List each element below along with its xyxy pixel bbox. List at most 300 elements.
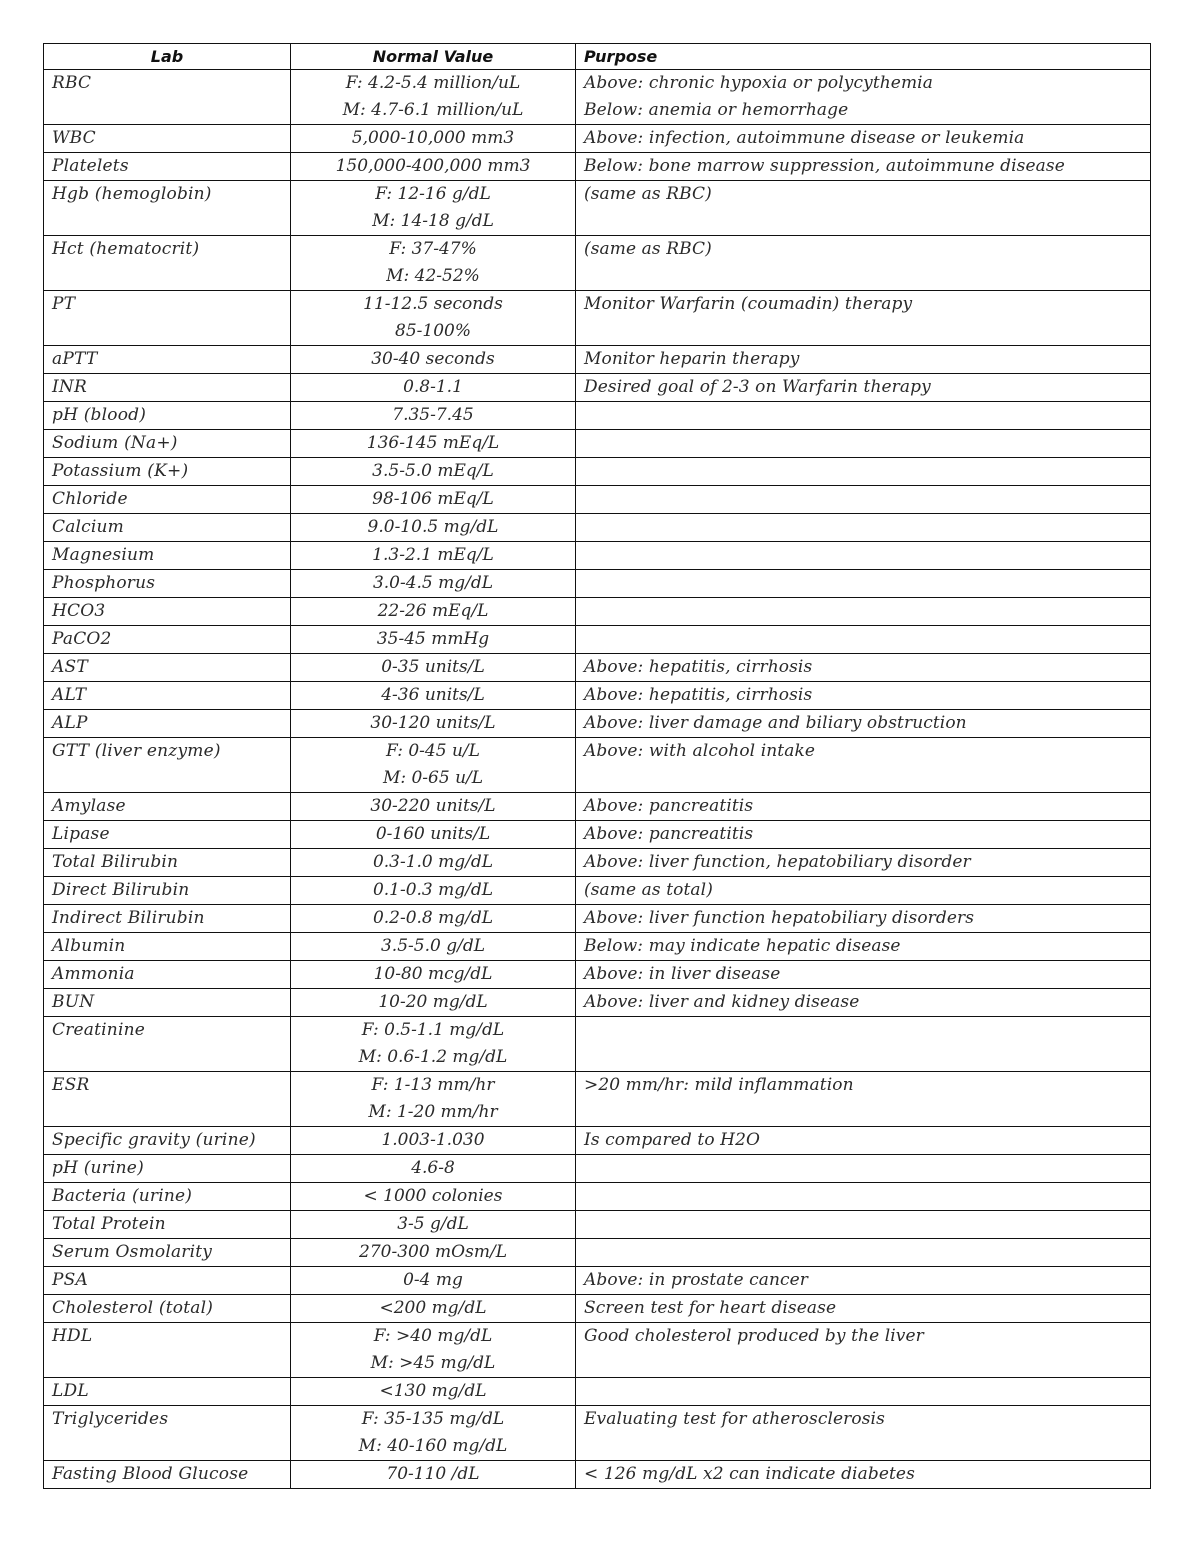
- purpose-text: Above: pancreatitis: [584, 824, 754, 844]
- lab-name: PaCO2: [52, 629, 112, 649]
- normal-value-cell: [291, 1155, 576, 1183]
- lab-name: Specific gravity (urine): [52, 1130, 256, 1150]
- normal-value-cell: [291, 933, 576, 961]
- header-normal-value: Normal Value: [291, 44, 576, 70]
- normal-value-cell: [291, 514, 576, 542]
- normal-value: F: 12-16 g/dL: [375, 184, 491, 204]
- normal-value: 30-40 seconds: [371, 349, 495, 369]
- lab-name-cell: [44, 486, 291, 514]
- lab-name-cell: [44, 1267, 291, 1295]
- table-row: [44, 821, 1151, 849]
- purpose-text: Below: bone marrow suppression, autoimmune disease: [584, 156, 1065, 176]
- purpose-cell: [576, 458, 1151, 486]
- normal-value: F: 1-13 mm/hr: [371, 1075, 495, 1095]
- lab-name-cell: [44, 402, 291, 430]
- normal-value: F: >40 mg/dL: [373, 1326, 493, 1346]
- normal-value: 35-45 mmHg: [376, 629, 490, 649]
- normal-value: 0-160 units/L: [375, 824, 491, 844]
- lab-name: HCO3: [52, 601, 106, 621]
- normal-value-cell: [291, 1211, 576, 1239]
- lab-name-cell: [44, 542, 291, 570]
- normal-value-cell: [291, 598, 576, 626]
- table-row: [44, 710, 1151, 738]
- normal-value-cell: [291, 1072, 576, 1127]
- purpose-text: Screen test for heart disease: [584, 1298, 837, 1318]
- table-row: [44, 877, 1151, 905]
- table-row: [44, 654, 1151, 682]
- normal-value: 70-110 /dL: [386, 1464, 480, 1484]
- purpose-text: [584, 1017, 1142, 1044]
- normal-value-cell: [291, 710, 576, 738]
- purpose-cell: [576, 933, 1151, 961]
- normal-value-cell: [291, 1017, 576, 1072]
- purpose-cell: [576, 877, 1151, 905]
- normal-value-cell: [291, 1295, 576, 1323]
- purpose-cell: [576, 346, 1151, 374]
- lab-name: Cholesterol (total): [52, 1298, 214, 1318]
- table-row: [44, 793, 1151, 821]
- header-lab: Lab: [44, 44, 291, 70]
- purpose-text: Above: liver function hepatobiliary disorders: [584, 908, 975, 928]
- purpose-cell: [576, 626, 1151, 654]
- lab-name: Calcium: [52, 517, 125, 537]
- normal-value: 3-5 g/dL: [397, 1214, 469, 1234]
- purpose-text: Above: in liver disease: [584, 964, 781, 984]
- purpose-cell: [576, 821, 1151, 849]
- lab-name-cell: [44, 793, 291, 821]
- normal-value: 98-106 mEq/L: [372, 489, 494, 509]
- normal-value: 11-12.5 seconds: [363, 294, 503, 314]
- purpose-cell: [576, 905, 1151, 933]
- table-row: [44, 989, 1151, 1017]
- lab-name: Triglycerides: [52, 1409, 169, 1429]
- table-row: [44, 542, 1151, 570]
- normal-value: 0-35 units/L: [381, 657, 485, 677]
- normal-value-cell: [291, 374, 576, 402]
- purpose-text: [584, 1211, 1142, 1238]
- lab-name: Lipase: [52, 824, 110, 844]
- table-row: [44, 458, 1151, 486]
- purpose-cell: [576, 1155, 1151, 1183]
- lab-name-cell: [44, 654, 291, 682]
- lab-name: Direct Bilirubin: [52, 880, 190, 900]
- lab-name-cell: [44, 430, 291, 458]
- normal-value-cell: [291, 70, 576, 125]
- table-row: [44, 70, 1151, 125]
- purpose-cell: [576, 793, 1151, 821]
- lab-name: Magnesium: [52, 545, 155, 565]
- normal-value: <130 mg/dL: [379, 1381, 487, 1401]
- lab-name-cell: [44, 514, 291, 542]
- table-row: [44, 346, 1151, 374]
- table-body: [44, 70, 1151, 1489]
- purpose-text: [584, 570, 1142, 597]
- normal-value: 1.003-1.030: [381, 1130, 485, 1150]
- table-row: [44, 598, 1151, 626]
- normal-value-cell: [291, 181, 576, 236]
- purpose-text: Monitor heparin therapy: [584, 349, 800, 369]
- purpose-cell: [576, 989, 1151, 1017]
- purpose-cell: [576, 291, 1151, 346]
- purpose-text: [584, 430, 1142, 457]
- lab-name: Serum Osmolarity: [52, 1242, 213, 1262]
- normal-value: 22-26 mEq/L: [377, 601, 489, 621]
- normal-value-cell: [291, 849, 576, 877]
- purpose-cell: [576, 402, 1151, 430]
- normal-value-cell: [291, 486, 576, 514]
- purpose-text: (same as RBC): [584, 239, 712, 259]
- purpose-cell: [576, 514, 1151, 542]
- lab-name-cell: [44, 70, 291, 125]
- lab-name-cell: [44, 1211, 291, 1239]
- lab-name-cell: [44, 961, 291, 989]
- normal-value-cell: [291, 989, 576, 1017]
- table-row: [44, 1183, 1151, 1211]
- purpose-text: Monitor Warfarin (coumadin) therapy: [584, 294, 913, 314]
- normal-value-cell: [291, 236, 576, 291]
- table-row: [44, 1406, 1151, 1461]
- normal-value-cell: [291, 402, 576, 430]
- table-row: [44, 374, 1151, 402]
- purpose-text: < 126 mg/dL x2 can indicate diabetes: [584, 1464, 915, 1484]
- normal-value-cell: [291, 821, 576, 849]
- lab-name-cell: [44, 989, 291, 1017]
- lab-name-cell: [44, 821, 291, 849]
- purpose-text: Above: infection, autoimmune disease or leukemia: [584, 128, 1025, 148]
- normal-value: 4-36 units/L: [381, 685, 485, 705]
- normal-value-cell: [291, 793, 576, 821]
- lab-name: ALT: [52, 685, 87, 705]
- normal-value-cell: [291, 430, 576, 458]
- normal-value-cell: [291, 1378, 576, 1406]
- normal-value: 3.0-4.5 mg/dL: [372, 573, 494, 593]
- purpose-text: Above: liver damage and biliary obstruction: [584, 713, 967, 733]
- lab-name-cell: [44, 738, 291, 793]
- lab-name-cell: [44, 1295, 291, 1323]
- purpose-text: Above: hepatitis, cirrhosis: [584, 657, 813, 677]
- normal-value-cell: [291, 654, 576, 682]
- lab-name: Potassium (K+): [52, 461, 189, 481]
- normal-value-cell: [291, 738, 576, 793]
- table-row: [44, 1378, 1151, 1406]
- lab-name: Sodium (Na+): [52, 433, 178, 453]
- lab-name-cell: [44, 1155, 291, 1183]
- lab-name-cell: [44, 236, 291, 291]
- purpose-cell: [576, 570, 1151, 598]
- purpose-text: Above: chronic hypoxia or polycythemia: [584, 73, 933, 93]
- purpose-text: [584, 626, 1142, 653]
- purpose-cell: [576, 430, 1151, 458]
- purpose-cell: [576, 1239, 1151, 1267]
- normal-value-cell: [291, 542, 576, 570]
- purpose-text: Above: liver function, hepatobiliary disorder: [584, 852, 971, 872]
- lab-name-cell: [44, 849, 291, 877]
- purpose-text: [584, 402, 1142, 429]
- purpose-cell: [576, 1295, 1151, 1323]
- purpose-text: Below: may indicate hepatic disease: [584, 936, 901, 956]
- lab-name-cell: [44, 626, 291, 654]
- purpose-text: [584, 1155, 1142, 1182]
- normal-value: F: 0-45 u/L: [386, 741, 480, 761]
- purpose-cell: [576, 738, 1151, 793]
- lab-name: pH (urine): [52, 1158, 144, 1178]
- normal-value-cell: [291, 291, 576, 346]
- lab-name: WBC: [52, 128, 96, 148]
- table-row: [44, 1295, 1151, 1323]
- table-row: [44, 291, 1151, 346]
- purpose-cell: [576, 1183, 1151, 1211]
- lab-name: ESR: [52, 1075, 90, 1095]
- header-row: [44, 44, 1151, 70]
- table-row: [44, 125, 1151, 153]
- lab-name: pH (blood): [52, 405, 147, 425]
- purpose-cell: [576, 1127, 1151, 1155]
- normal-value: M: 0-65 u/L: [382, 768, 484, 788]
- table-row: [44, 514, 1151, 542]
- normal-value: <200 mg/dL: [379, 1298, 487, 1318]
- table-row: [44, 1211, 1151, 1239]
- table-row: [44, 570, 1151, 598]
- normal-value: M: 42-52%: [386, 266, 480, 286]
- table-row: [44, 682, 1151, 710]
- lab-name-cell: [44, 598, 291, 626]
- purpose-text: [584, 514, 1142, 541]
- lab-name: Hct (hematocrit): [52, 239, 200, 259]
- normal-value: 0-4 mg: [403, 1270, 463, 1290]
- lab-name-cell: [44, 153, 291, 181]
- purpose-cell: [576, 181, 1151, 236]
- lab-name-cell: [44, 682, 291, 710]
- purpose-text: [584, 1239, 1142, 1266]
- table-row: [44, 1267, 1151, 1295]
- table-row: [44, 738, 1151, 793]
- normal-value-cell: [291, 153, 576, 181]
- normal-value-cell: [291, 1323, 576, 1378]
- table-row: [44, 181, 1151, 236]
- normal-value: 136-145 mEq/L: [366, 433, 500, 453]
- normal-value: 7.35-7.45: [392, 405, 474, 425]
- normal-value: 0.3-1.0 mg/dL: [372, 852, 494, 872]
- lab-name-cell: [44, 1183, 291, 1211]
- normal-value-cell: [291, 1183, 576, 1211]
- table-row: [44, 1072, 1151, 1127]
- lab-name-cell: [44, 877, 291, 905]
- lab-name-cell: [44, 1127, 291, 1155]
- purpose-cell: [576, 486, 1151, 514]
- lab-name: Total Protein: [52, 1214, 166, 1234]
- table-row: [44, 1155, 1151, 1183]
- normal-value-cell: [291, 1239, 576, 1267]
- lab-name-cell: [44, 1072, 291, 1127]
- lab-name: LDL: [52, 1381, 89, 1401]
- lab-name-cell: [44, 181, 291, 236]
- normal-value-cell: [291, 458, 576, 486]
- purpose-text: >20 mm/hr: mild inflammation: [584, 1075, 854, 1095]
- lab-name: BUN: [52, 992, 95, 1012]
- purpose-cell: [576, 598, 1151, 626]
- purpose-text: Above: pancreatitis: [584, 796, 754, 816]
- lab-name-cell: [44, 125, 291, 153]
- normal-value: 30-220 units/L: [370, 796, 496, 816]
- purpose-text: Good cholesterol produced by the liver: [584, 1326, 924, 1346]
- lab-name: RBC: [52, 73, 92, 93]
- lab-name-cell: [44, 933, 291, 961]
- lab-name-cell: [44, 458, 291, 486]
- normal-value: 4.6-8: [411, 1158, 455, 1178]
- table-row: [44, 1127, 1151, 1155]
- lab-name: Chloride: [52, 489, 128, 509]
- normal-value: 270-300 mOsm/L: [359, 1242, 507, 1262]
- table-row: [44, 961, 1151, 989]
- purpose-cell: [576, 1323, 1151, 1378]
- purpose-text: Evaluating test for atherosclerosis: [584, 1409, 885, 1429]
- normal-value: F: 35-135 mg/dL: [361, 1409, 505, 1429]
- lab-name: aPTT: [52, 349, 98, 369]
- purpose-cell: [576, 1017, 1151, 1072]
- purpose-cell: [576, 1461, 1151, 1489]
- lab-name-cell: [44, 291, 291, 346]
- purpose-text: [584, 1378, 1142, 1405]
- normal-value-cell: [291, 626, 576, 654]
- purpose-cell: [576, 849, 1151, 877]
- normal-value: 3.5-5.0 g/dL: [380, 936, 485, 956]
- purpose-cell: [576, 682, 1151, 710]
- lab-name-cell: [44, 1406, 291, 1461]
- normal-value: 150,000-400,000 mm3: [335, 156, 531, 176]
- lab-name-cell: [44, 1323, 291, 1378]
- purpose-text: (same as RBC): [584, 184, 712, 204]
- lab-name: AST: [52, 657, 88, 677]
- normal-value-cell: [291, 1267, 576, 1295]
- table-row: [44, 933, 1151, 961]
- normal-value: 30-120 units/L: [370, 713, 496, 733]
- normal-value: 5,000-10,000 mm3: [351, 128, 515, 148]
- normal-value-cell: [291, 682, 576, 710]
- purpose-text: [584, 458, 1142, 485]
- lab-name: Hgb (hemoglobin): [52, 184, 212, 204]
- normal-value: F: 37-47%: [389, 239, 477, 259]
- purpose-text: Above: with alcohol intake: [584, 741, 816, 761]
- purpose-cell: [576, 1406, 1151, 1461]
- normal-value: M: >45 mg/dL: [370, 1353, 496, 1373]
- purpose-cell: [576, 236, 1151, 291]
- lab-name: Creatinine: [52, 1020, 145, 1040]
- purpose-cell: [576, 374, 1151, 402]
- lab-name-cell: [44, 1239, 291, 1267]
- purpose-cell: [576, 710, 1151, 738]
- table-row: [44, 905, 1151, 933]
- normal-value: 0.8-1.1: [403, 377, 463, 397]
- lab-name-cell: [44, 1378, 291, 1406]
- normal-value-cell: [291, 877, 576, 905]
- purpose-text: Above: liver and kidney disease: [584, 992, 860, 1012]
- purpose-text: (same as total): [584, 880, 713, 900]
- normal-value: M: 0.6-1.2 mg/dL: [358, 1047, 508, 1067]
- lab-name: PT: [52, 294, 76, 314]
- purpose-cell: [576, 1267, 1151, 1295]
- lab-name-cell: [44, 346, 291, 374]
- purpose-text: [584, 1183, 1142, 1210]
- purpose-text: [584, 486, 1142, 513]
- lab-name-cell: [44, 1461, 291, 1489]
- lab-name: Phosphorus: [52, 573, 156, 593]
- lab-name: INR: [52, 377, 87, 397]
- lab-values-table: [43, 43, 1151, 1489]
- lab-name-cell: [44, 374, 291, 402]
- purpose-cell: [576, 1072, 1151, 1127]
- normal-value: M: 14-18 g/dL: [372, 211, 494, 231]
- purpose-text: Is compared to H2O: [584, 1130, 761, 1150]
- table-row: [44, 153, 1151, 181]
- lab-name: Amylase: [52, 796, 126, 816]
- purpose-cell: [576, 70, 1151, 125]
- normal-value-cell: [291, 346, 576, 374]
- lab-name-cell: [44, 570, 291, 598]
- table-row: [44, 1017, 1151, 1072]
- normal-value: M: 4.7-6.1 million/uL: [342, 100, 524, 120]
- purpose-text: Above: in prostate cancer: [584, 1270, 809, 1290]
- normal-value: 1.3-2.1 mEq/L: [372, 545, 494, 565]
- table-row: [44, 1461, 1151, 1489]
- table-row: [44, 236, 1151, 291]
- normal-value-cell: [291, 125, 576, 153]
- table-row: [44, 430, 1151, 458]
- table-row: [44, 1239, 1151, 1267]
- lab-name-cell: [44, 905, 291, 933]
- lab-name: GTT (liver enzyme): [52, 741, 221, 761]
- header-purpose: Purpose: [576, 44, 1151, 70]
- normal-value: 85-100%: [395, 321, 471, 341]
- purpose-cell: [576, 1378, 1151, 1406]
- purpose-text: Above: hepatitis, cirrhosis: [584, 685, 813, 705]
- purpose-text: [584, 598, 1142, 625]
- lab-name: Fasting Blood Glucose: [52, 1464, 249, 1484]
- lab-name: HDL: [52, 1326, 93, 1346]
- lab-name: Bacteria (urine): [52, 1186, 193, 1206]
- normal-value-cell: [291, 1461, 576, 1489]
- normal-value: 3.5-5.0 mEq/L: [372, 461, 494, 481]
- purpose-cell: [576, 153, 1151, 181]
- lab-name: Platelets: [52, 156, 129, 176]
- normal-value: 0.1-0.3 mg/dL: [372, 880, 494, 900]
- lab-name-cell: [44, 710, 291, 738]
- lab-name: ALP: [52, 713, 88, 733]
- lab-name: Total Bilirubin: [52, 852, 179, 872]
- table-row: [44, 486, 1151, 514]
- purpose-text: Desired goal of 2-3 on Warfarin therapy: [584, 377, 931, 397]
- normal-value: 0.2-0.8 mg/dL: [372, 908, 494, 928]
- normal-value: M: 1-20 mm/hr: [368, 1102, 498, 1122]
- purpose-cell: [576, 1211, 1151, 1239]
- normal-value-cell: [291, 570, 576, 598]
- normal-value-cell: [291, 1127, 576, 1155]
- table-row: [44, 626, 1151, 654]
- lab-name-cell: [44, 1017, 291, 1072]
- table-row: [44, 1323, 1151, 1378]
- normal-value-cell: [291, 1406, 576, 1461]
- normal-value-cell: [291, 961, 576, 989]
- normal-value: 10-20 mg/dL: [378, 992, 488, 1012]
- normal-value: M: 40-160 mg/dL: [358, 1436, 508, 1456]
- normal-value: 10-80 mcg/dL: [373, 964, 493, 984]
- purpose-cell: [576, 961, 1151, 989]
- lab-name: Indirect Bilirubin: [52, 908, 205, 928]
- lab-name: Ammonia: [52, 964, 135, 984]
- normal-value-cell: [291, 905, 576, 933]
- table-row: [44, 402, 1151, 430]
- table-row: [44, 849, 1151, 877]
- normal-value: F: 4.2-5.4 million/uL: [345, 73, 521, 93]
